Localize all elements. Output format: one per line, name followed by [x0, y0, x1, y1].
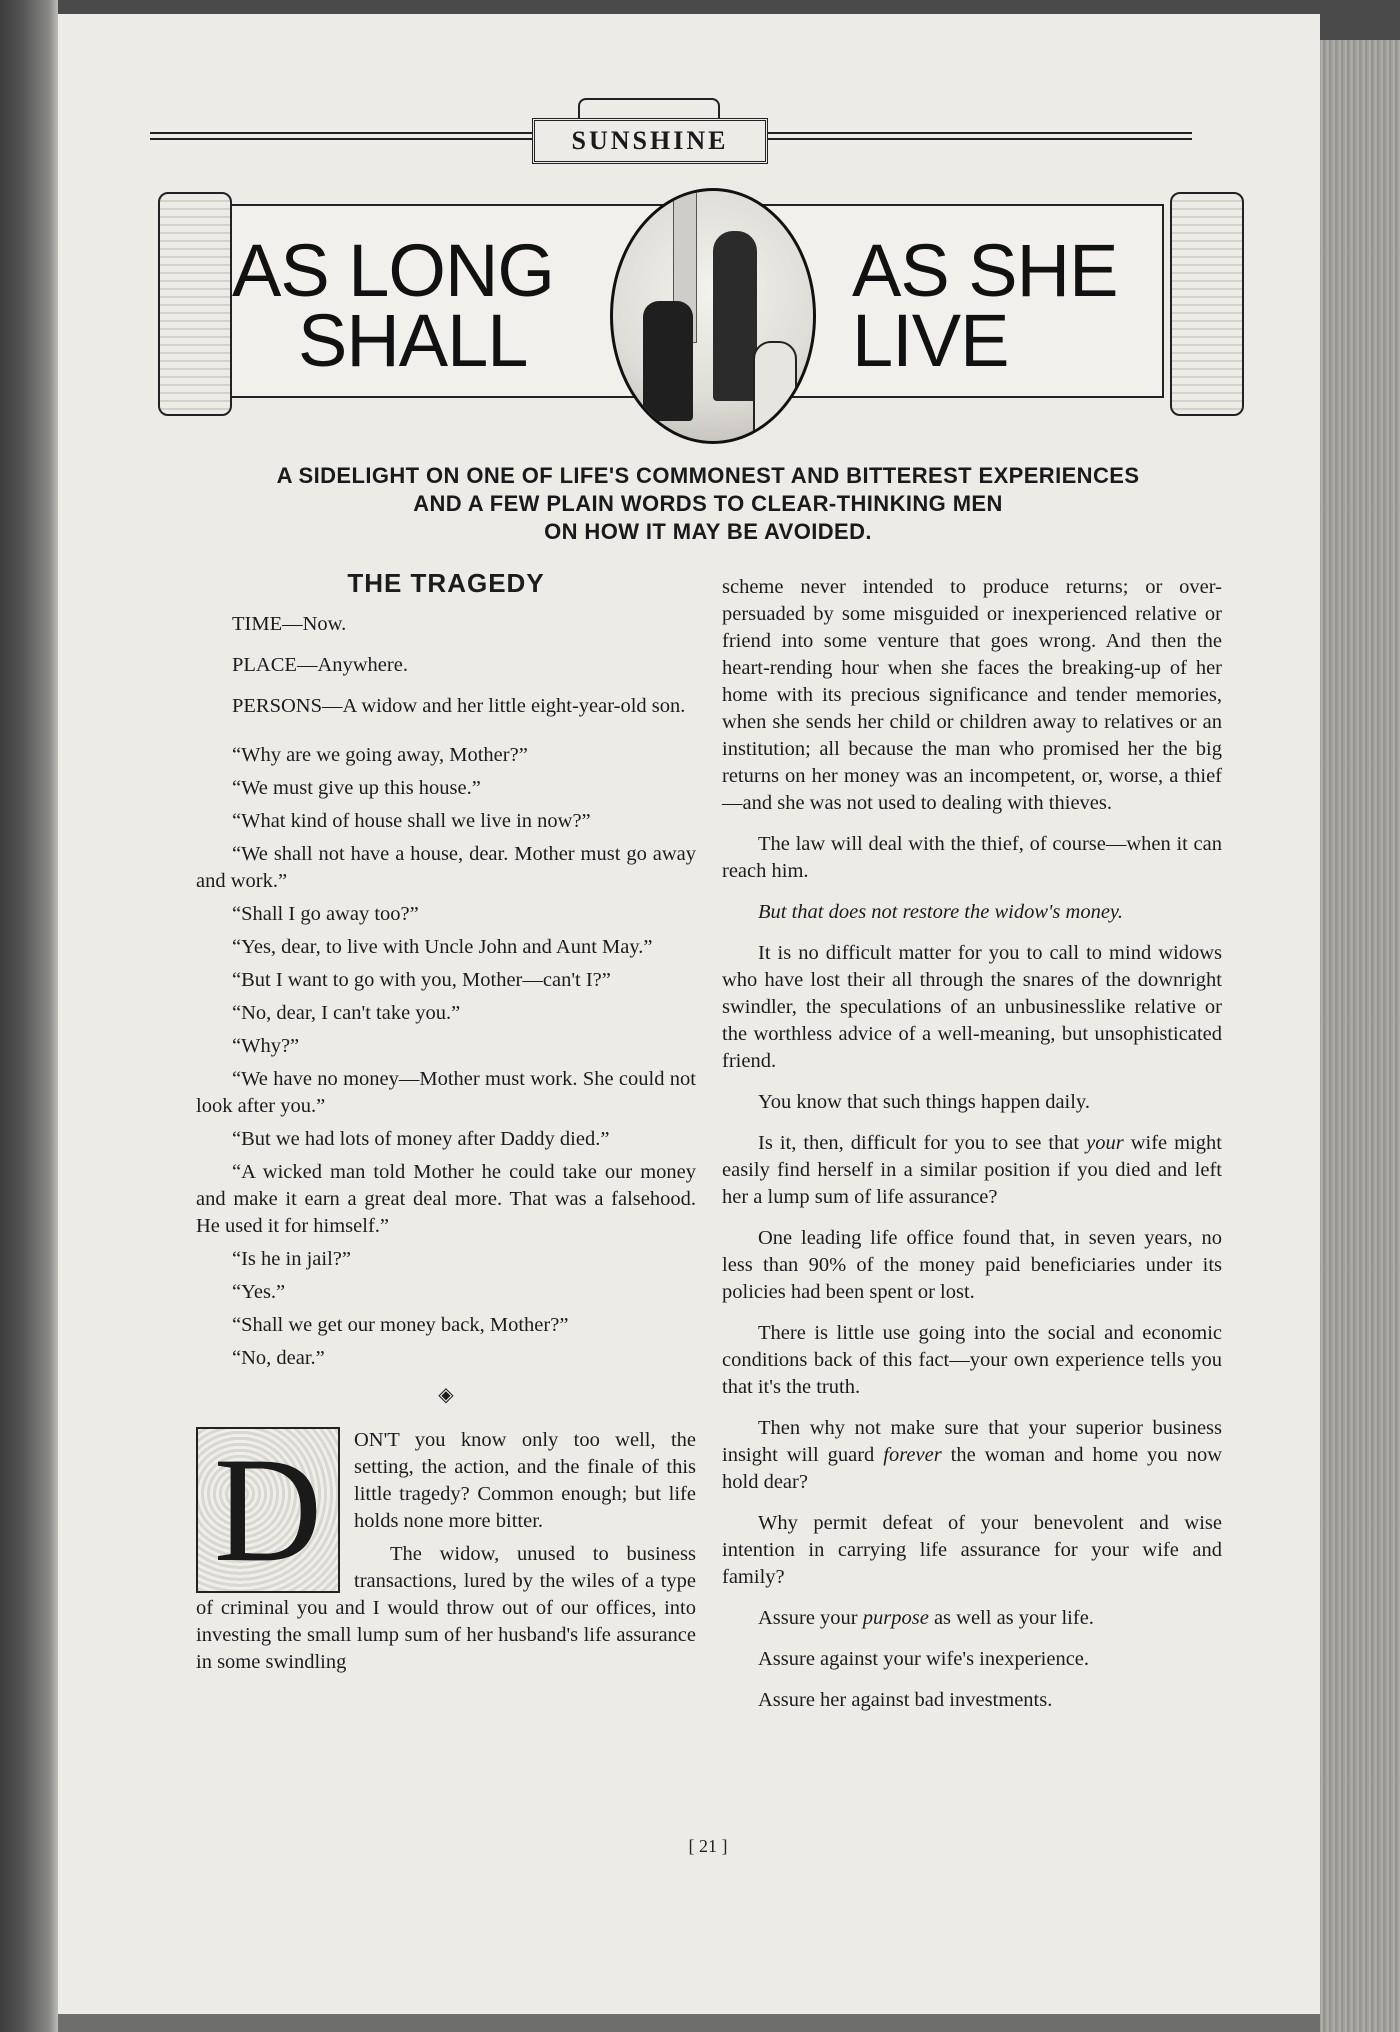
title-banner	[130, 174, 1250, 434]
your-wife-paragraph	[722, 1130, 1222, 1211]
illustration-mother	[713, 231, 757, 401]
daily-paragraph: You know that such things happen daily.	[758, 1091, 1090, 1113]
section-ornament: ◈	[438, 1384, 454, 1406]
setting-text: —Now.	[282, 613, 347, 635]
setting-label: TIME	[232, 613, 283, 635]
setting-label: PERSONS	[232, 695, 323, 717]
subtitle-line: A SIDELIGHT ON ONE OF LIFE'S COMMONEST AND BITTEREST EXPERIENCES	[276, 463, 1140, 488]
scroll-right-ornament	[1170, 192, 1244, 416]
continuation-paragraph: scheme never intended to produce returns; or over-persuaded by some misguided or inexperienced relative or friend into some venture that goes wrong. And then the heart-rending hour when she faces the breaking-up of her home with its precious significance and tender memories, when she sends her child or children away to relatives or an institution; all because the man who promised her the big returns on her money was an incompetent, or, worse, a thief—and she was not used to dealing with thieves.	[722, 576, 1222, 814]
scroll-left-ornament	[158, 192, 232, 416]
masthead	[532, 118, 768, 164]
setting-place	[196, 652, 696, 679]
dialogue-line: “What kind of house shall we live in now?”	[232, 810, 591, 832]
illustration-medallion	[610, 188, 816, 444]
dialogue-line: “A wicked man told Mother he could take our money and make it earn a great deal more. That was a falsehood. He used it for himself.”	[196, 1161, 696, 1237]
book-binding-shadow	[0, 0, 58, 2032]
masthead-rule-left	[150, 132, 532, 140]
section-heading: THE TRAGEDY	[347, 568, 545, 598]
text-run: as well as your life.	[928, 1607, 1094, 1629]
dropcap-text: ON'T you know only too well, the setting, the action, and the finale of this little tragedy? Common enough; but life holds none more bitter.	[354, 1429, 696, 1532]
dialogue-line: “But I want to go with you, Mother—can't I?”	[232, 969, 611, 991]
dialogue-line: “No, dear, I can't take you.”	[232, 1002, 461, 1024]
setting-persons	[196, 693, 696, 720]
text-run: Is it, then, difficult for you to see that	[758, 1132, 1087, 1154]
assure-investments: Assure her against bad investments.	[758, 1689, 1053, 1711]
title-as-long: AS LONG	[232, 229, 554, 312]
subtitle-line: ON HOW IT MAY BE AVOIDED.	[544, 519, 872, 544]
title-live: LIVE	[852, 299, 1009, 382]
assure-purpose	[722, 1605, 1222, 1632]
masthead-rule-right	[762, 132, 1192, 140]
illuminated-initial	[196, 1427, 340, 1593]
dialogue-line: “Why are we going away, Mother?”	[232, 744, 528, 766]
widow-paragraph: The widow, unused to business transactions, lured by the wiles of a type of criminal you and I would throw out of our offices, into investing the small lump sum of her husband's life assurance in some swindling	[196, 1543, 696, 1673]
dialogue-line: “Shall we get our money back, Mother?”	[232, 1314, 569, 1336]
right-column	[722, 574, 1222, 1728]
emphasis: forever	[883, 1444, 942, 1466]
emphasis: your	[1086, 1132, 1124, 1154]
assure-inexperience: Assure against your wife's inexperience.	[758, 1648, 1090, 1670]
setting-text: —A widow and her little eight-year-old son.	[322, 695, 686, 717]
setting-label: PLACE	[232, 654, 297, 676]
masthead-title: SUNSHINE	[571, 126, 729, 155]
left-column	[196, 566, 696, 1682]
dialogue-line: “Yes.”	[232, 1281, 286, 1303]
dialogue-line: “We shall not have a house, dear. Mother must go away and work.”	[196, 843, 696, 892]
subtitle-line: AND A FEW PLAIN WORDS TO CLEAR-THINKING MEN	[413, 491, 1003, 516]
page-stack-edge	[1320, 40, 1400, 2032]
dialogue-line: “But we had lots of money after Daddy died.”	[232, 1128, 610, 1150]
why-permit-paragraph: Why permit defeat of your benevolent and wise intention in carrying life assurance for your wife and family?	[722, 1512, 1222, 1588]
illustration-boy	[643, 301, 693, 421]
text-run: Assure your	[758, 1607, 863, 1629]
text-run: wife might easily find herself in a similar position if you died and left her a lump sum of life assurance?	[722, 1132, 1223, 1208]
masthead-ornament	[578, 98, 720, 120]
magazine-page	[58, 14, 1320, 2014]
emphasis: purpose	[862, 1607, 929, 1629]
statistic-paragraph: One leading life office found that, in seven years, no less than 90% of the money paid beneficiaries under its policies had been spent or lost.	[722, 1227, 1222, 1303]
drop-cap-letter: D	[213, 1427, 323, 1593]
dialogue-line: “Is he in jail?”	[232, 1248, 351, 1270]
law-paragraph: The law will deal with the thief, of course—when it can reach him.	[722, 833, 1222, 882]
text-run: Then why not make sure that your superior business insight will guard	[722, 1417, 1222, 1466]
italic-statement: But that does not restore the widow's money.	[758, 901, 1124, 923]
dialogue-line: “We must give up this house.”	[232, 777, 481, 799]
title-shall: SHALL	[298, 299, 528, 382]
page-number: [ 21 ]	[688, 1836, 728, 1856]
conditions-paragraph: There is little use going into the social and economic conditions back of this fact—your own experience tells you that it's the truth.	[722, 1322, 1222, 1398]
setting-text: —Anywhere.	[296, 654, 408, 676]
dialogue-line: “We have no money—Mother must work. She could not look after you.”	[196, 1068, 696, 1117]
dropcap-paragraph	[196, 1427, 696, 1682]
dialogue-line: “Yes, dear, to live with Uncle John and Aunt May.”	[232, 936, 653, 958]
illustration-child	[753, 341, 797, 435]
text-run: the woman and home you now hold dear?	[722, 1444, 1222, 1493]
dialogue-line: “No, dear.”	[232, 1347, 325, 1369]
title-as-she: AS SHE	[852, 229, 1118, 312]
dialogue-line: “Why?”	[232, 1035, 300, 1057]
dialogue-line: “Shall I go away too?”	[232, 903, 419, 925]
setting-time	[196, 611, 696, 638]
forever-paragraph	[722, 1415, 1222, 1496]
widows-paragraph: It is no difficult matter for you to call to mind widows who have lost their all through the snares of the downright swindler, the speculations of an unbusinesslike relative or the worthless advice of a well-meaning, but unsophisticated friend.	[722, 942, 1222, 1072]
article-subtitle	[178, 462, 1238, 546]
